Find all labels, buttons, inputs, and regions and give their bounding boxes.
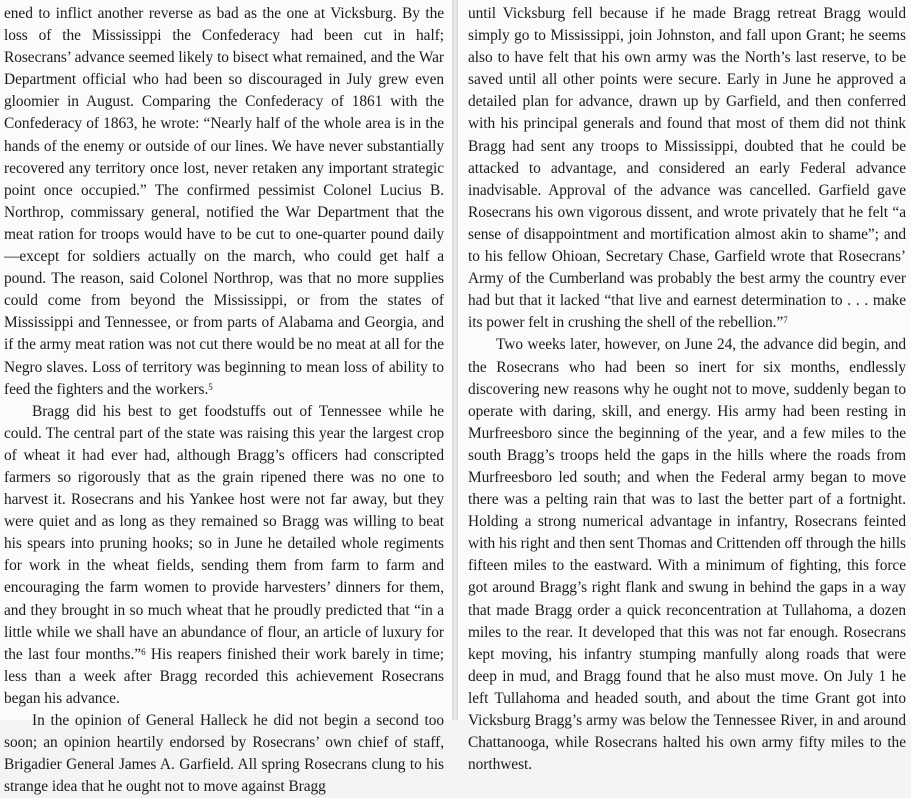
paragraph: [4, 710, 444, 798]
footnote-marker: 6: [141, 646, 146, 657]
left-page: [0, 0, 452, 796]
paragraph-text: In the opinion of General Halleck he did not begin a second too soon; an opinion heartily endorsed by Rosecrans’ own chief of staff, Brigadier General James A. Garfield. All spring Rosecrans clung to his strange idea that he ought not to move against Bragg: [4, 712, 444, 796]
paragraph: [468, 3, 906, 334]
paragraph-text: until Vicksburg fell because if he made Bragg retreat Bragg would simply go to Mississippi, join Johnston, and fall upon Grant; he seems also to have felt that his own army was the North’s last reserve, to be saved until all other points were secure. Early in June he approved a detailed plan for advance, drawn up by Garfield, and then conferred with his principal generals and found that most of them did not think Bragg had sent any troops to Mississippi, doubted that he could be attacked to advantage, and considered an early Federal advance inadvisable. Approval of the advance was cancelled. Garfield gave Rosecrans his own vigorous dissent, and wrote privately that he felt “a sense of disappointment and mortification almost akin to shame”; and to his fellow Ohioan, Secretary Chase, Garfield wrote that Rosecrans’ Army of the Cumberland was probably the best army the country ever had but that it lacked “that live and earnest determination to . . . make its power felt in crushing the shell of the rebellion.”: [468, 5, 906, 332]
footnote-marker: 7: [783, 315, 788, 326]
paragraph-text: Two weeks later, however, on June 24, the advance did begin, and the Rosecrans who had been so inert for six months, endlessly discovering new reasons why he ought not to move, suddenly began to operate with daring, skill, and energy. His army had been resting in Murfreesboro since the beginning of the year, and a few miles to the south Bragg’s troops held the gaps in the hills where the roads from Murfreesboro led south; and when the Federal army began to move there was a pelting rain that was to last the better part of a fortnight. Holding a strong numerical advantage in infantry, Rosecrans feinted with his right and then sent Thomas and Crittenden off through the hills fifteen miles to the eastward. With a minimum of fighting, this force got around Bragg’s right flank and swung in behind the gaps in a way that made Bragg order a quick reconcentration at Tullahoma, a dozen miles to the rear. It developed that this was not far enough. Rosecrans kept moving, his infantry stumping manfully along roads that were deep in mud, and Bragg found that he also must move. On July 1 he left Tullahoma and headed south, and about the time Grant got into Vicksburg Bragg’s army was below the Tennessee River, in and around Chattanooga, while Rosecrans halted his own army fifty miles to the northwest.: [468, 336, 906, 774]
right-page: [458, 0, 911, 774]
paragraph-text: His reapers finished their work barely in time; less than a week after Bragg recorded this achievement Rosecrans began his advance.: [4, 645, 445, 707]
paragraph: [468, 334, 906, 776]
paragraph: [4, 3, 444, 401]
left-text-column: [4, 3, 444, 798]
paragraph: [4, 401, 444, 710]
paragraph-text: Bragg did his best to get foodstuffs out of Tennessee while he could. The central part of the state was raising this year the largest crop of wheat it had ever had, although Bragg’s officers had conscripted farmers so rigorously that as the grain ripened there was no one to harvest it. Rosecrans and his Yankee host were not far away, but they were quiet and as long as they remained so Bragg was willing to beat his spears into pruning hooks; so in June he detailed whole regiments for work in the wheat fields, sending them from farm to farm and encouraging the farm women to provide harvesters’ dinners for them, and they brought in so much wheat that he proudly predicted that “in a little while we shall have an abundance of flour, an article of luxury for the last four months.”: [4, 402, 444, 663]
right-text-column: [468, 3, 906, 776]
paragraph-text: ened to inflict another reverse as bad as the one at Vicksburg. By the loss of the Mississippi the Confederacy had been cut in half; Rosecrans’ advance seemed likely to bisect what remained, and the War Department official who had been so discouraged in July grew even gloomier in August. Comparing the Confederacy of 1861 with the Confederacy of 1863, he wrote: “Nearly half of the whole area is in the hands of the enemy or outside of our lines. We have never substantially recovered any territory once lost, never retaken any important strategic point once occupied.” The confirmed pessimist Colonel Lucius B. Northrop, commissary general, notified the War Department that the meat ration for troops would have to be cut to one-quarter pound daily—except for soldiers actually on the march, who could get half a pound. The reason, said Colonel Northrop, was that no more supplies could come from beyond the Mississippi, or from the states of Mississippi and Tennessee, or from parts of Alabama and Georgia, and if the army meat ration was not cut there would be no meat at all for the Negro slaves. Loss of territory was beginning to mean loss of ability to feed the fighters and the workers.: [4, 5, 444, 398]
footnote-marker: 5: [208, 381, 213, 392]
